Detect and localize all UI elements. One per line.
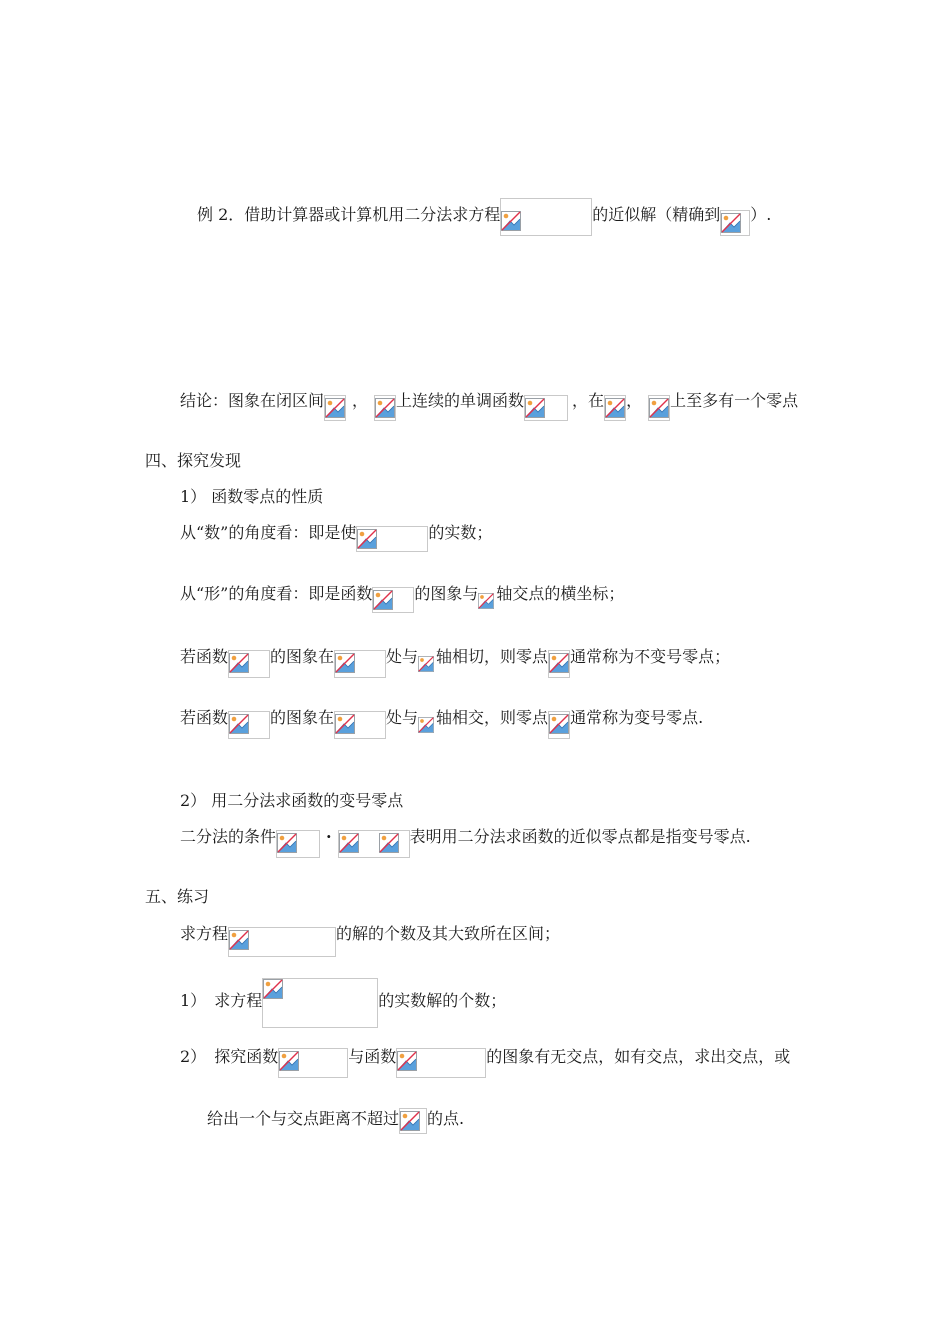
intersect-text-3: 处与: [386, 708, 419, 727]
broken-image-icon: [229, 714, 249, 734]
broken-image-icon: [335, 714, 355, 734]
subsection-2-title: 2） 用二分法求函数的变号零点: [180, 791, 404, 810]
broken-image-icon: [277, 833, 297, 853]
broken-image-icon: [397, 1051, 417, 1071]
exercise-2-text: 探究函数: [214, 1047, 279, 1066]
broken-image-icon: [418, 656, 434, 672]
intersect-text-5: 通常称为变号零点.: [570, 708, 704, 727]
subsection-1-title: 1） 函数零点的性质: [180, 487, 324, 506]
exercise-2-continuation-line: [207, 1102, 464, 1142]
interval-b-image: [374, 395, 396, 421]
exercise-text: 求方程: [180, 924, 229, 943]
broken-image-icon: [400, 1111, 420, 1131]
broken-image-icon: [379, 833, 399, 853]
broken-image-icon: [229, 930, 249, 950]
bisection-condition-line: [180, 820, 751, 860]
exercise-2-continuation-text-2: 的点.: [427, 1109, 465, 1128]
conclusion-line: [180, 384, 798, 424]
bisection-condition-text-2: 表明用二分法求函数的近似零点都是指变号零点.: [409, 827, 751, 846]
shape-view-text-3: 轴交点的横坐标；: [496, 584, 625, 603]
interval-a-image-2: [604, 395, 626, 421]
bisection-condition-text: 二分法的条件: [180, 827, 277, 846]
multiply-dot: ·: [326, 827, 332, 846]
tangent-text-4: 轴相切，则零点: [436, 647, 549, 666]
equation-image: [500, 198, 592, 236]
subsection-1-heading: [180, 480, 323, 520]
broken-image-icon: [549, 714, 569, 734]
tangent-text-5: 通常称为不变号零点；: [570, 647, 731, 666]
tangent-text-3: 处与: [386, 647, 419, 666]
broken-image-icon: [325, 398, 345, 418]
section-4-heading: [145, 444, 241, 484]
shape-view-text-2: 的图象与: [414, 584, 479, 603]
number-view-text-2: 的实数；: [428, 523, 493, 542]
interval-b-image-2: [648, 395, 670, 421]
shape-view-line: [180, 577, 624, 617]
comma-2: ，: [626, 391, 643, 410]
function-image-2: [372, 587, 414, 613]
section-5-heading: [145, 880, 209, 920]
example-2-text-3: ）.: [750, 205, 772, 224]
function-image-4: [228, 711, 270, 739]
exercise-1-number: 1）: [180, 991, 207, 1010]
exercise-1-text: 求方程: [214, 991, 263, 1010]
broken-image-icon: [478, 593, 494, 609]
broken-image-icon: [375, 398, 395, 418]
broken-image-icon: [605, 398, 625, 418]
broken-image-icon: [357, 529, 377, 549]
intersect-text: 若函数: [180, 708, 229, 727]
broken-image-icon: [229, 653, 249, 673]
x-axis-image-2: [418, 650, 436, 676]
exercise-1-line: [180, 976, 506, 1032]
function-image-6: [396, 1048, 486, 1078]
exercise-2-text-3: 的图象有无交点，如有交点，求出交点，或: [486, 1047, 791, 1066]
tangent-line: [180, 640, 730, 680]
point-image: [334, 650, 386, 678]
number-view-line: [180, 516, 492, 556]
example-2-text-2: 的近似解（精确到: [592, 205, 721, 224]
section-4-title: 四、探究发现: [145, 451, 242, 470]
broken-image-icon: [263, 979, 283, 999]
point-image-2: [334, 711, 386, 739]
tangent-text-2: 的图象在: [270, 647, 335, 666]
broken-image-icon: [279, 1051, 299, 1071]
condition-image: [276, 830, 320, 858]
shape-view-text: 从“形”的角度看：即是函数: [180, 584, 373, 603]
interval-a-image: [324, 395, 346, 421]
broken-image-icon: [418, 717, 434, 733]
precision-image: [720, 210, 750, 236]
number-view-text: 从“数”的角度看：即是使: [180, 523, 357, 542]
broken-image-icon: [373, 590, 393, 610]
example-2-text: 例 2．借助计算器或计算机用二分法求方程: [197, 205, 501, 224]
intersect-line: [180, 701, 703, 741]
conclusion-text: 结论：图象在闭区间: [180, 391, 325, 410]
exercise-2-continuation-text: 给出一个与交点距离不超过: [207, 1109, 400, 1128]
exercise-line: [180, 917, 560, 957]
function-image: [524, 395, 568, 421]
exercise-text-2: 的解的个数及其大致所在区间；: [336, 924, 561, 943]
broken-image-icon: [721, 213, 741, 233]
broken-image-icon: [525, 398, 545, 418]
function-image-5: [278, 1048, 348, 1078]
x-axis-image-3: [418, 711, 436, 737]
x-axis-image: [478, 587, 496, 613]
equation-image-3: [262, 978, 378, 1028]
broken-image-icon: [549, 653, 569, 673]
broken-image-icon: [335, 653, 355, 673]
conclusion-text-2: 上连续的单调函数: [396, 391, 525, 410]
condition-image-2: [338, 830, 410, 858]
broken-image-icon: [339, 833, 359, 853]
distance-image: [399, 1108, 427, 1134]
example-2-line: [197, 198, 771, 238]
intersect-text-4: 轴相交，则零点: [436, 708, 549, 727]
exercise-2-line: [180, 1040, 790, 1080]
function-image-3: [228, 650, 270, 678]
exercise-2-text-2: 与函数: [348, 1047, 397, 1066]
exercise-1-text-2: 的实数解的个数；: [378, 991, 507, 1010]
zero-image-2: [548, 711, 570, 739]
conclusion-text-4: 上至多有一个零点: [670, 391, 799, 410]
equation-image-2: [228, 927, 336, 957]
broken-image-icon: [501, 211, 521, 231]
subsection-2-heading: [180, 784, 403, 824]
fx-zero-image: [356, 526, 428, 552]
conclusion-text-3: ，在: [572, 391, 605, 410]
zero-image: [548, 650, 570, 678]
comma: ，: [352, 391, 369, 410]
intersect-text-2: 的图象在: [270, 708, 335, 727]
section-5-title: 五、练习: [145, 887, 210, 906]
exercise-2-number: 2）: [180, 1047, 207, 1066]
broken-image-icon: [649, 398, 669, 418]
tangent-text: 若函数: [180, 647, 229, 666]
